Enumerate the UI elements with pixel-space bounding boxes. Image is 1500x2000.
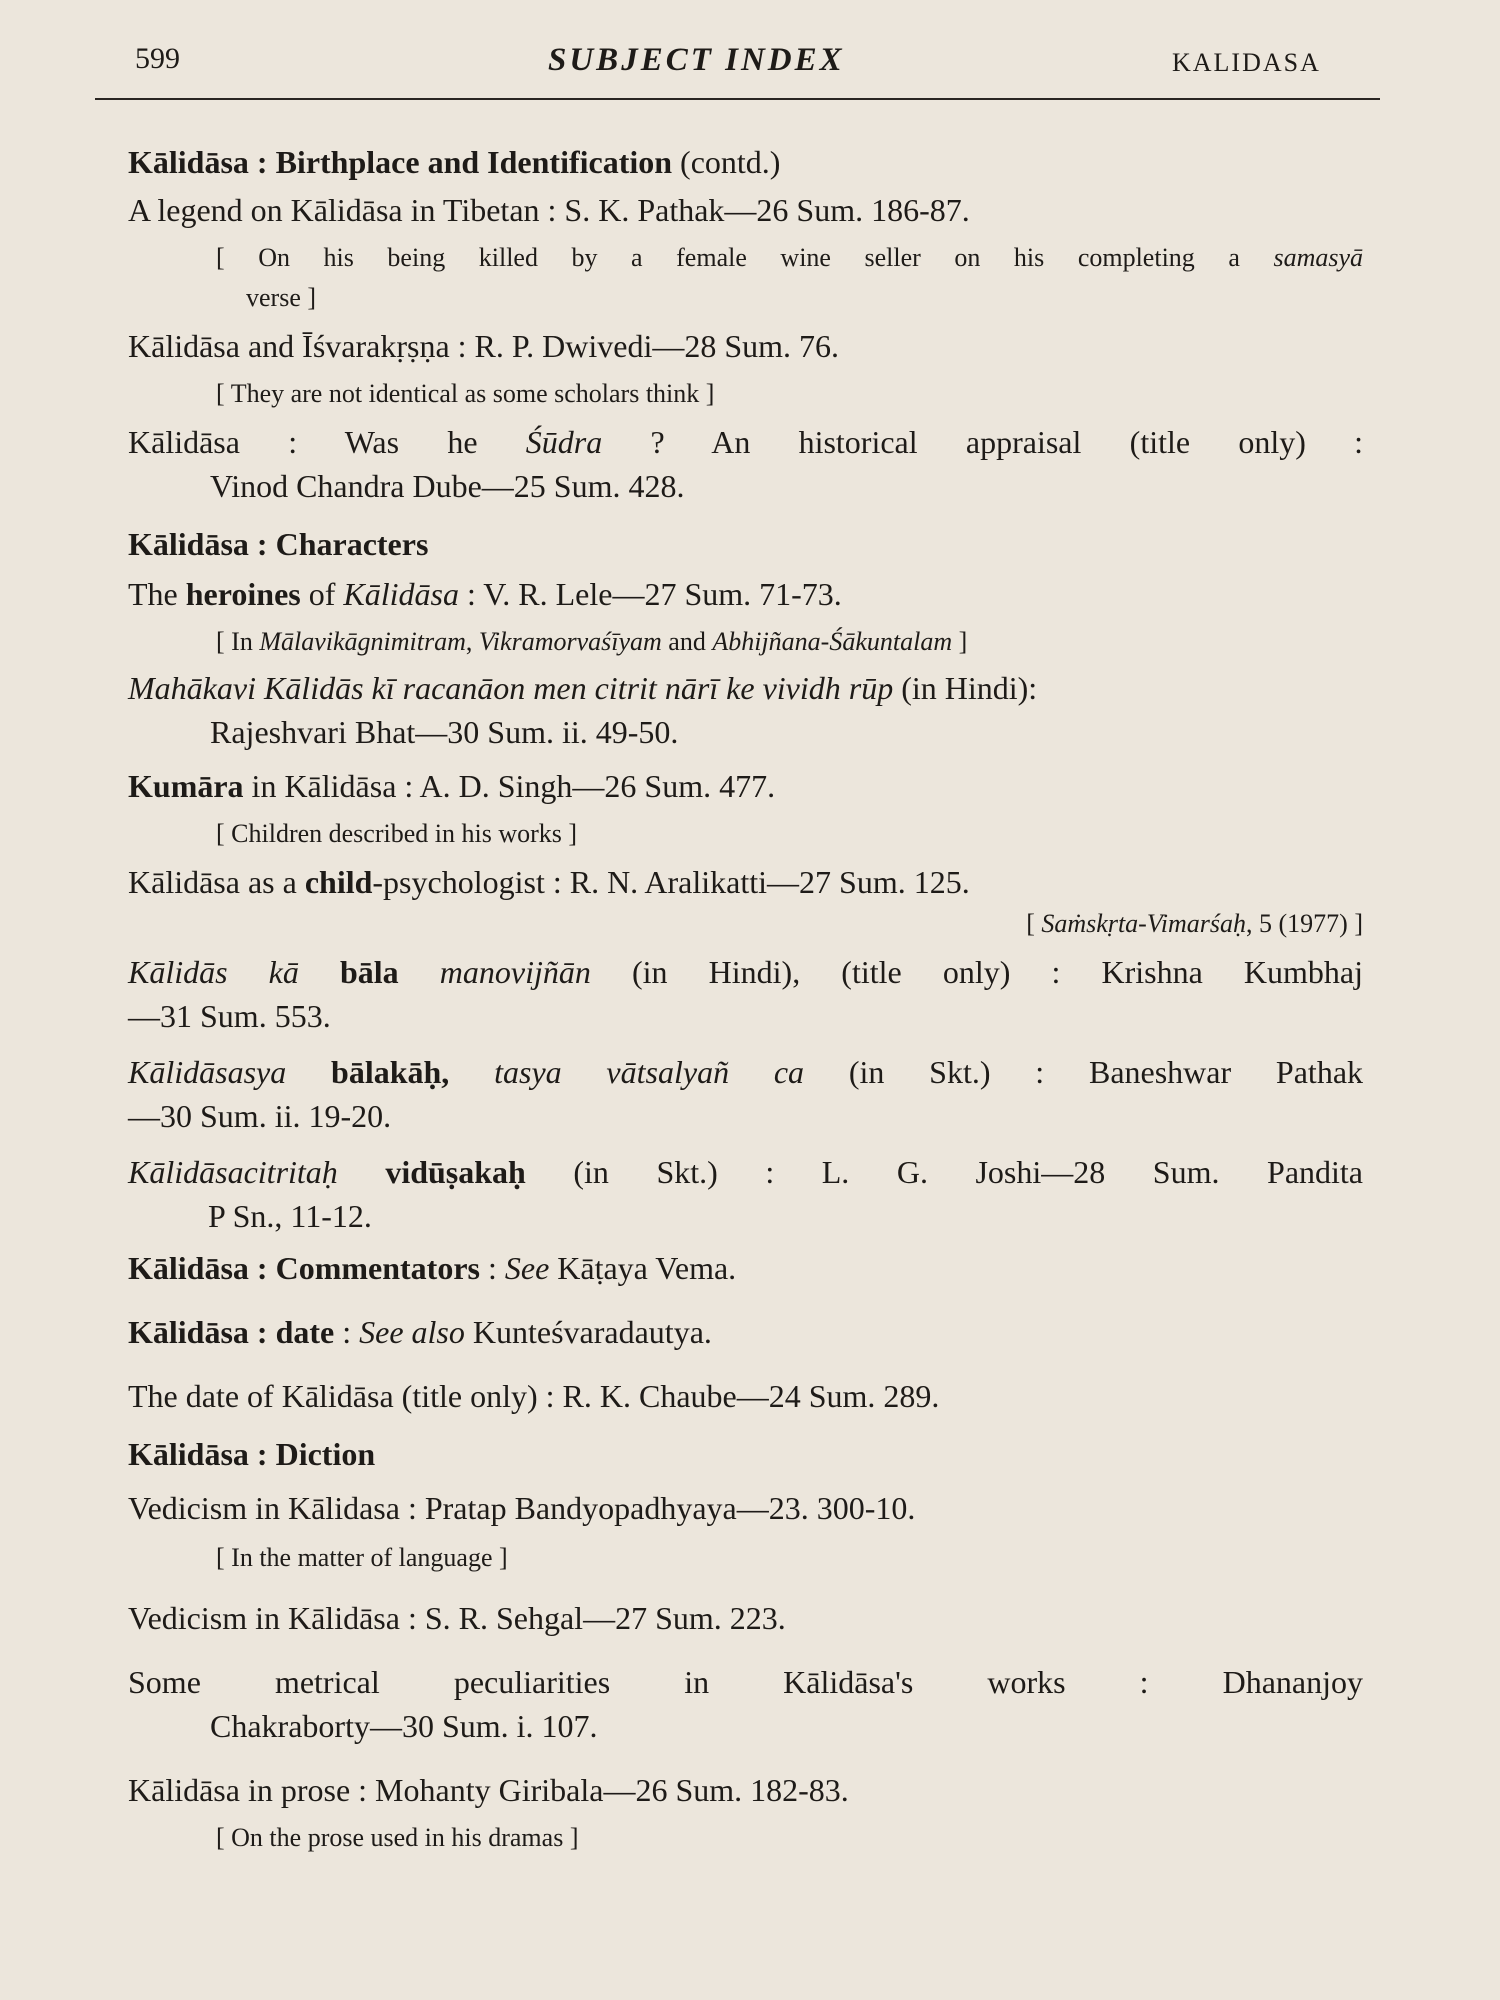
entry-balakah: Kālidāsasya bālakāḥ, tasya vātsalyañ ca (in Skt.) : Baneshwar Pathak [128, 1054, 1364, 1090]
note-wine-seller: [ On his being killed by a female wine seller on his completing a samasyā [216, 243, 1364, 272]
section-heading-date: Kālidāsa : date : See also Kunteśvaradautya. [128, 1314, 712, 1350]
citation-vimarsah: [ Saṁskṛta-Vimarśaḥ, 5 (1977) ] [1026, 909, 1363, 938]
header-rule [95, 98, 1380, 100]
section-heading-characters: Kālidāsa : Characters [128, 526, 429, 562]
section-heading-commentators: Kālidāsa : Commentators : See Kāṭaya Vema. [128, 1250, 737, 1286]
running-head: KALIDASA [1172, 48, 1321, 77]
entry-metrical-cont: Chakraborty—30 Sum. i. 107. [210, 1708, 598, 1744]
note-not-identical: [ They are not identical as some scholars think ] [216, 379, 715, 408]
entry-vidusakah-cont: P Sn., 11-12. [208, 1198, 372, 1234]
note-plays: [ In Mālavikāgnimitram, Vikramorvaśīyam and Abhijñana-Śākuntalam ] [216, 627, 968, 656]
entry-mahakavi: Mahākavi Kālidās kī racanāon men citrit nārī ke vividh rūp (in Hindi): [128, 670, 1038, 706]
entry-heroines: The heroines of Kālidāsa : V. R. Lele—27 Sum. 71-73. [128, 576, 842, 612]
note-wine-seller-cont: verse ] [246, 283, 317, 312]
entry-prose: Kālidāsa in prose : Mohanty Giribala—26 Sum. 182-83. [128, 1772, 849, 1808]
entry-legend-tibetan: A legend on Kālidāsa in Tibetan : S. K. Pathak—26 Sum. 186-87. [128, 192, 970, 228]
page-title: SUBJECT INDEX [548, 42, 845, 78]
note-prose: [ On the prose used in his dramas ] [216, 1823, 579, 1852]
entry-isvarakrsna: Kālidāsa and Īśvarakṛṣṇa : R. P. Dwivedi—28 Sum. 76. [128, 328, 840, 364]
entry-sudra-cont: Vinod Chandra Dube—25 Sum. 428. [210, 468, 685, 504]
entry-bala-manovijnan: Kālidās kā bāla manovijñān (in Hindi), (title only) : Krishna Kumbhaj [128, 954, 1364, 990]
entry-vedicism-bandyopadhyaya: Vedicism in Kālidasa : Pratap Bandyopadhyaya—23. 300-10. [128, 1490, 916, 1526]
entry-vedicism-sehgal: Vedicism in Kālidāsa : S. R. Sehgal—27 Sum. 223. [128, 1600, 786, 1636]
entry-mahakavi-cont: Rajeshvari Bhat—30 Sum. ii. 49-50. [210, 714, 679, 750]
entry-date-of-kalidasa: The date of Kālidāsa (title only) : R. K. Chaube—24 Sum. 289. [128, 1378, 940, 1414]
page-number: 599 [135, 42, 180, 75]
note-language: [ In the matter of language ] [216, 1543, 508, 1572]
entry-bala-manovijnan-cont: —31 Sum. 553. [128, 998, 331, 1034]
entry-child-psychologist: Kālidāsa as a child-psychologist : R. N. Aralikatti—27 Sum. 125. [128, 864, 970, 900]
note-children: [ Children described in his works ] [216, 819, 578, 848]
entry-metrical: Some metrical peculiarities in Kālidāsa's works : Dhananjoy [128, 1664, 1363, 1700]
entry-balakah-cont: —30 Sum. ii. 19-20. [128, 1098, 392, 1134]
section-heading-birthplace: Kālidāsa : Birthplace and Identification (contd.) [128, 144, 781, 180]
entry-kumara: Kumāra in Kālidāsa : A. D. Singh—26 Sum. 477. [128, 768, 776, 804]
entry-sudra: Kālidāsa : Was he Śūdra ? An historical appraisal (title only) : [128, 424, 1364, 460]
section-heading-diction: Kālidāsa : Diction [128, 1436, 376, 1472]
entry-vidusakah: Kālidāsacitritaḥ vidūṣakaḥ (in Skt.) : L. G. Joshi—28 Sum. Pandita [128, 1154, 1364, 1190]
index-content [128, 140, 1363, 1858]
